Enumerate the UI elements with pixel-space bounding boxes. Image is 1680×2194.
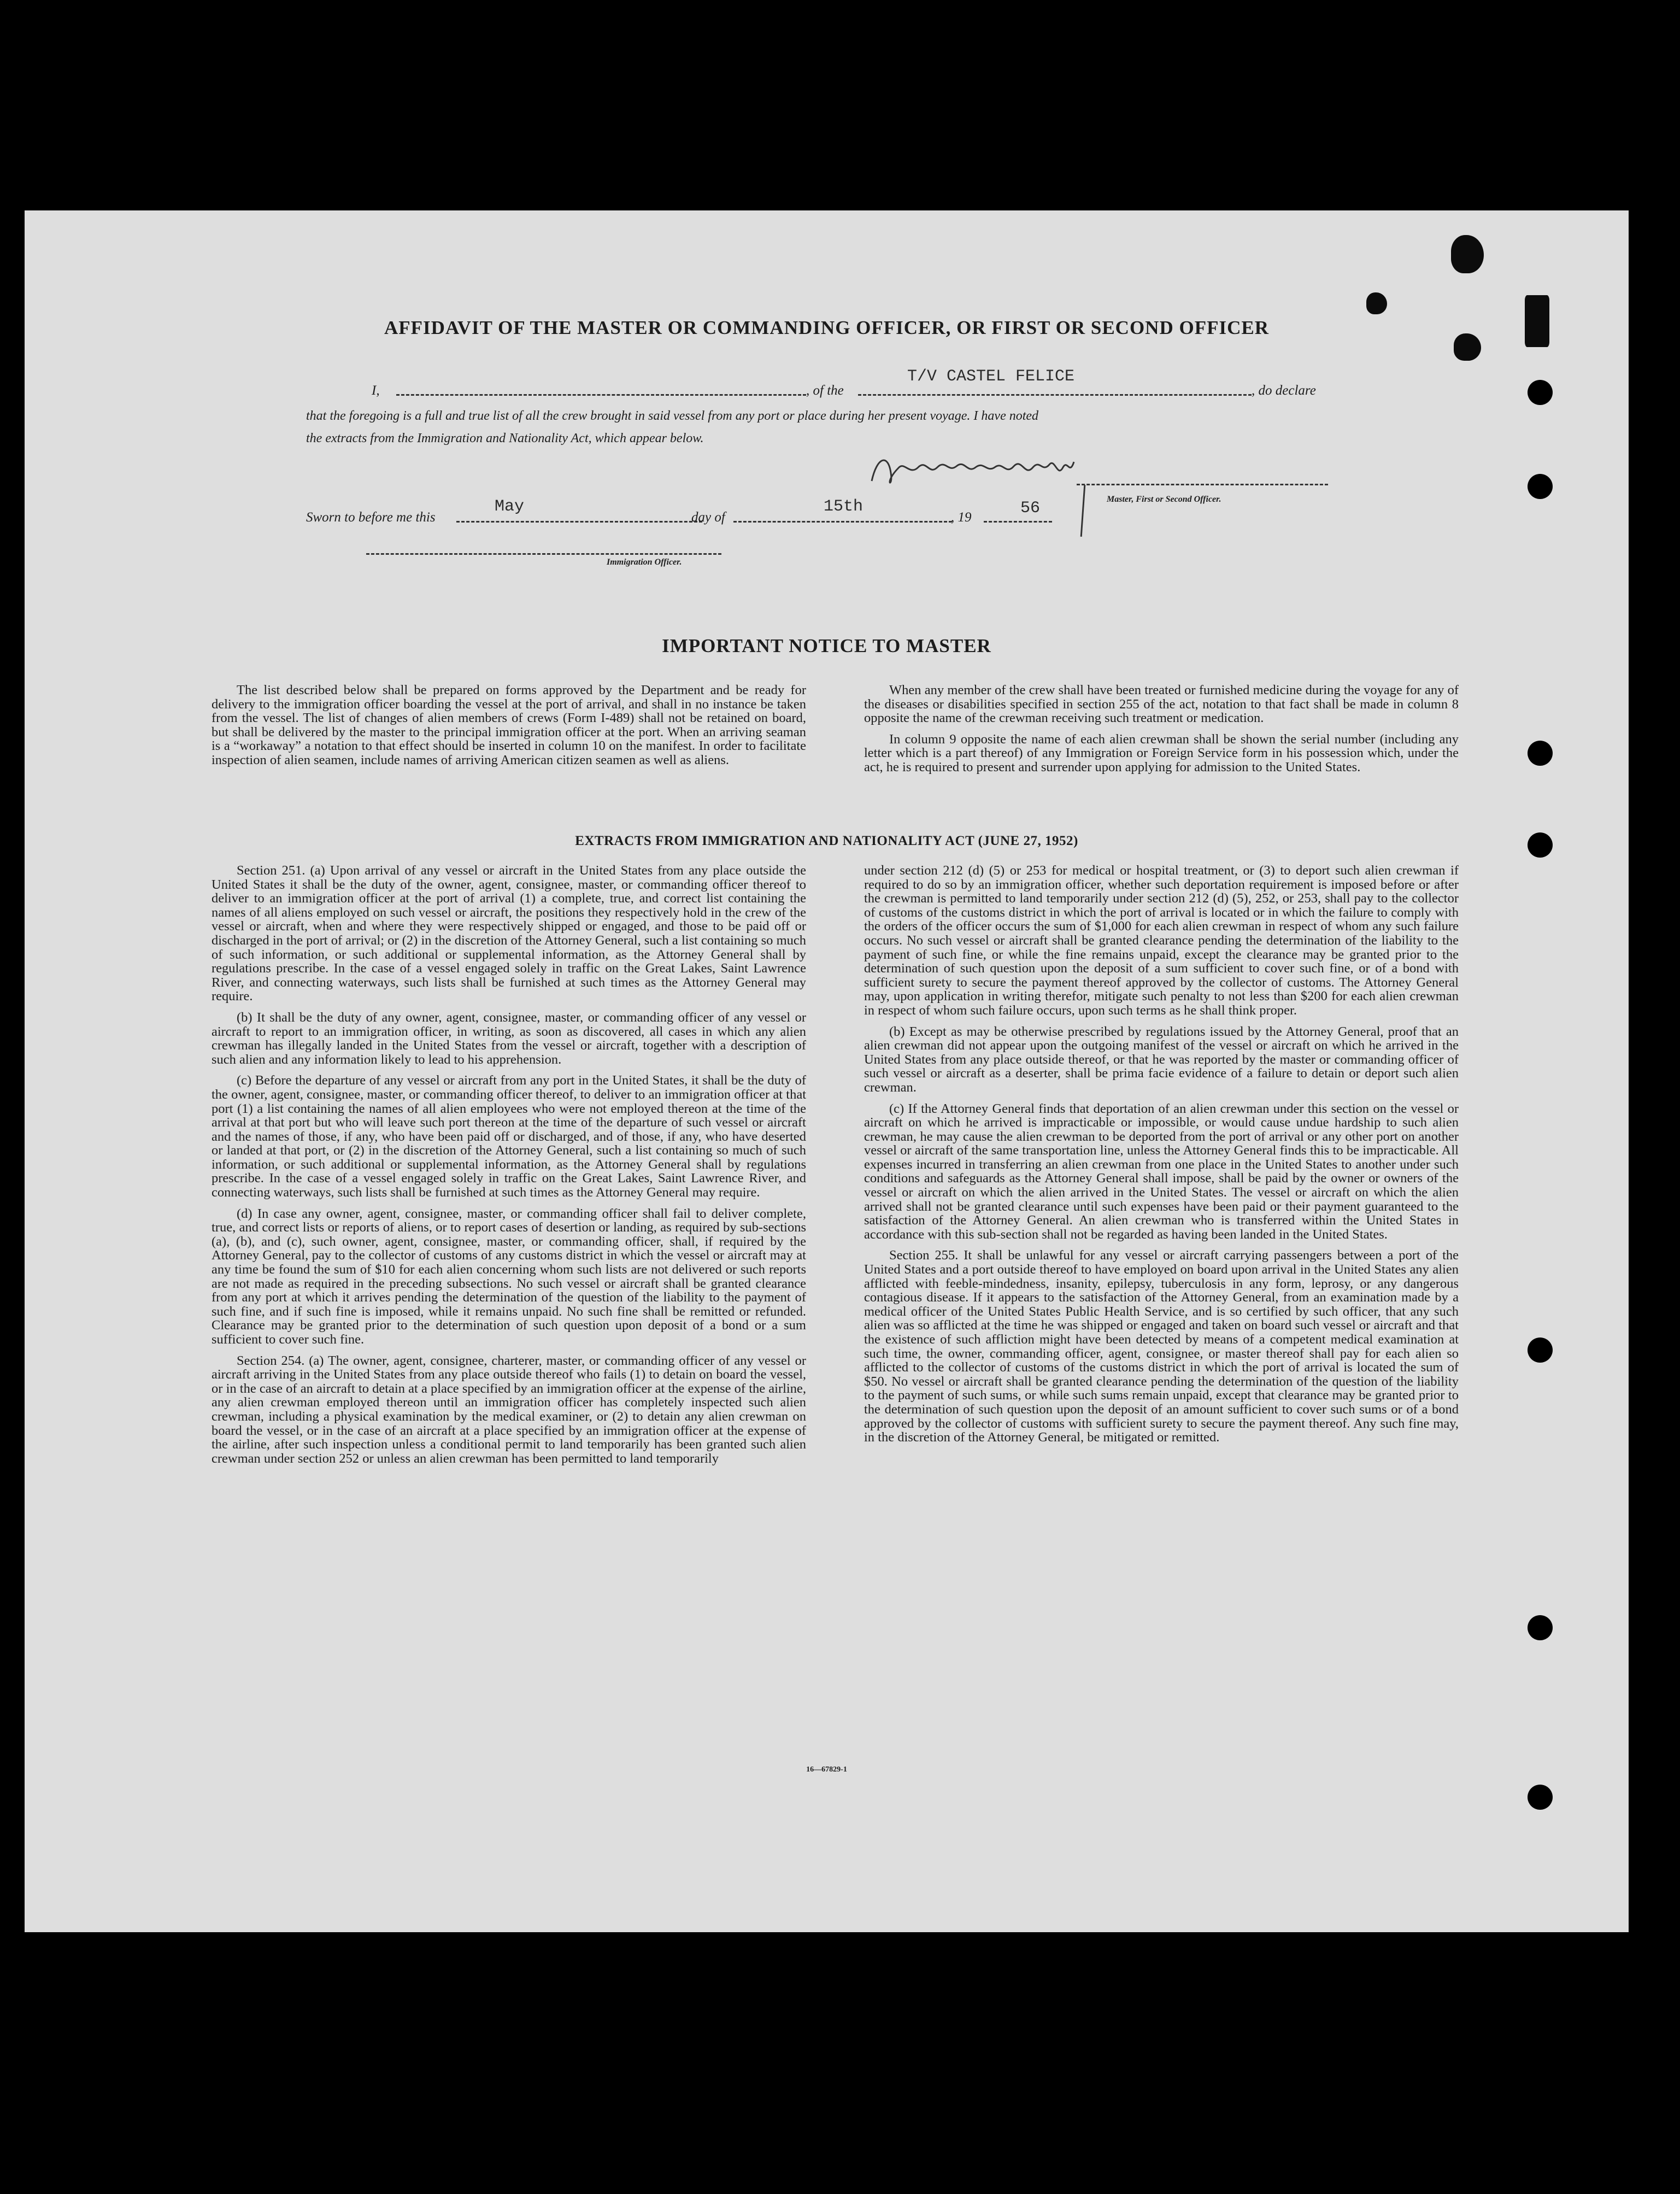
day-value: 15th: [824, 497, 864, 516]
form-number: 16—67829-1: [806, 1765, 847, 1774]
binder-hole: [1528, 1615, 1553, 1640]
year-prefix: , 19: [951, 510, 972, 525]
affidavit-title: AFFIDAVIT OF THE MASTER OR COMMANDING OFFICER, OR FIRST OR SECOND OFFICER: [384, 317, 1269, 338]
vessel-name: T/V CASTEL FELICE: [907, 367, 1075, 386]
officer-caption: Immigration Officer.: [607, 558, 682, 567]
sworn-blank: [456, 521, 702, 523]
day-blank: [733, 521, 952, 523]
notice-left-column: [212, 683, 806, 775]
extracts-left-column: [212, 864, 806, 1473]
extracts-title: EXTRACTS FROM IMMIGRATION AND NATIONALITY ACT (JUNE 27, 1952): [575, 834, 1078, 848]
notice-paragraph: In column 9 opposite the name of each alien crewman shall be shown the serial number (including any letter which is a part thereof) of any Immigration or Foreign Service form in his possession which, under the act, he is required to present and surrender upon applying for admission to the United States.: [864, 731, 1459, 775]
binder-hole: [1528, 1785, 1553, 1810]
ink-blot: [1451, 235, 1484, 273]
binder-hole: [1528, 1337, 1553, 1363]
signature-stroke: [1080, 485, 1086, 537]
affidavit-line-3: the extracts from the Immigration and Nationality Act, which appear below.: [306, 431, 704, 445]
extracts-right-column: [864, 864, 1459, 1452]
name-blank: [396, 394, 806, 396]
sworn-label: Sworn to before me this: [306, 510, 436, 525]
binder-hole: [1528, 741, 1553, 766]
affidavit-i-label: I,: [372, 383, 380, 398]
year-blank: [984, 521, 1052, 523]
act-paragraph: (b) Except as may be otherwise prescribed by regulations issued by the Attorney General, proof that an alien crewman did not appear upon the outgoing manifest of the vessel or aircraft on which he arrived in the United States from any place outside thereof, or that he was reported by the master or commanding officer of such vessel or aircraft as a deserter, shall be prima facie evidence of a failure to detain or deport such alien crewman.: [864, 1024, 1459, 1095]
master-caption: Master, First or Second Officer.: [1107, 495, 1221, 504]
master-signature-line: [1077, 484, 1328, 485]
vessel-blank: [858, 394, 1252, 396]
officer-signature-line: [366, 553, 721, 555]
ink-blot: [1366, 292, 1387, 314]
act-paragraph: Section 255. It shall be unlawful for any vessel or aircraft carrying passengers between a port of the United States and a port outside thereof to have employed on board upon arrival in the United States any alien afflicted with feeble-mindedness, insanity, epilepsy, tuberculosis in any form, leprosy, or any dangerous contagious disease. If it appears to the satisfaction of the Attorney General, from an examination made by a medical officer of the United States Public Health Service, and is so certified by such officer, that any such alien was so afflicted at the time he was shipped or engaged and taken on board such vessel or aircraft and that the existence of such affliction might have been detected by means of a competent medical examination at such time, the owner, commanding officer, agent, consignee, or master thereof shall pay for each alien so afflicted to the collector of customs of the customs district in which the port of arrival is located the sum of $50. No vessel or aircraft shall be granted clearance pending the determination of the question of the liability to the payment of such sums, or while such sums remain unpaid, except that clearance may be granted prior to the determination of such question upon the deposit of an amount sufficient to cover such sums or of a bond approved by the collector of customs with sufficient surety to secure the payment thereof. Any such fine may, in the discretion of the Attorney General, be mitigated or remitted.: [864, 1248, 1459, 1445]
affidavit-line-2: that the foregoing is a full and true list of all the crew brought in said vessel from any port or place during her present voyage. I have noted: [306, 409, 1039, 423]
declare-label: , do declare: [1252, 383, 1316, 398]
notice-paragraph: The list described below shall be prepared on forms approved by the Department and be ready for delivery to the immigration officer boarding the vessel at the port of arrival, and shall in no instance be taken from the vessel. The list of changes of alien members of crews (Form I-489) shall not be retained on board, but shall be delivered by the master to the principal immigration officer at the port. When an arriving seaman is a “workaway” a notation to that effect should be inserted in column 10 on the manifest. In order to facilitate inspection of alien seamen, include names of arriving American citizen seamen as well as aliens.: [212, 683, 806, 767]
act-paragraph: (d) In case any owner, agent, consignee, master, or commanding officer shall fail to deliver complete, true, and correct lists or reports of aliens, or to report cases of desertion or landing, as required by sub-sections (a), (b), and (c), such owner, agent, consignee, master, or commanding officer, shall, if required by the Attorney General, pay to the collector of customs of any customs district in which the vessel or aircraft may at any time be found the sum of $10 for each alien concerning whom such lists are not delivered or such reports are not made as required in the preceding subsections. No such vessel or aircraft shall be granted clearance from any port at which it arrives pending the determination of the question of the liability to the payment of such fine, and if such fine is imposed, while it remains unpaid. No such fine shall be remitted or refunded. Clearance may be granted prior to the determination of such question upon deposit of a bond or a sum sufficient to cover such fine.: [212, 1206, 806, 1347]
binder-hole: [1528, 380, 1553, 405]
notice-paragraph: When any member of the crew shall have been treated or furnished medicine during the voyage for any of the diseases or disabilities specified in section 255 of the act, notation to that fact shall be made in column 8 opposite the name of the crewman receiving such treatment or medication.: [864, 683, 1459, 726]
notice-title: IMPORTANT NOTICE TO MASTER: [662, 635, 991, 656]
act-paragraph: (c) If the Attorney General finds that deportation of an alien crewman under this section on the vessel or aircraft on which he arrived is impracticable or impossible, or would cause undue hardship to such alien crewman, he may cause the alien crewman to be deported from the port of arrival or any other port on another vessel or aircraft of the same transportation line, unless the Attorney General finds this to be impracticable. All expenses incurred in transferring an alien crewman from one place in the United States to another under such conditions and safeguards as the Attorney General shall impose, shall be paid by the owner or owners of the vessel or aircraft on which the alien arrived in the United States. The vessel or aircraft on which the alien arrived shall not be granted clearance until such expenses have been paid or their payment guaranteed to the satisfaction of the Attorney General. An alien crewman who is transferred within the United States in accordance with this sub-section shall not be regarded as having been landed in the United States.: [864, 1101, 1459, 1242]
of-the-label: , of the: [806, 383, 844, 398]
act-paragraph: under section 212 (d) (5) or 253 for medical or hospital treatment, or (3) to deport such alien crewman if required to do so by an immigration officer, whether such deportation requirement is imposed before or after the crewman is permitted to land temporarily under section 212 (d) (5), 252, or 253, shall pay to the collector of customs of the customs district in which the port of arrival is located or in which the failure to comply with the orders of the officer occurs the sum of $1,000 for each alien crewman in respect of whom any such failure occurs. No such vessel or aircraft shall be granted clearance pending the determination of the liability to the payment of such fine, or while the fine remains unpaid, except the clearance may be granted prior to the determination of such question upon the deposit of a sum sufficient to cover such fine, or of a bond with sufficient surety to secure the payment thereof approved by the collector of customs. The Attorney General may, upon application in writing therefor, mitigate such penalty to not less than $200 for each alien crewman in respect of whom such failure occurs, upon such terms as he shall think proper.: [864, 863, 1459, 1018]
sworn-value: May: [495, 497, 525, 516]
day-of-label: day of: [691, 510, 725, 525]
notice-right-column: [864, 683, 1459, 782]
document-page: [25, 210, 1629, 1932]
act-paragraph: (b) It shall be the duty of any owner, agent, consignee, master, or commanding officer of any vessel or aircraft to report to an immigration officer, in writing, as soon as discovered, all cases in which any alien crewman has illegally landed in the United States from the vessel or aircraft, together with a description of such alien and any information likely to lead to his apprehension.: [212, 1010, 806, 1067]
act-paragraph: Section 251. (a) Upon arrival of any vessel or aircraft in the United States from any place outside the United States it shall be the duty of the owner, agent, consignee, master, or commanding officer thereof to deliver to an immigration officer at the port of arrival (1) a complete, true, and correct list containing the names of all aliens employed on such vessel or aircraft, the positions they respectively hold in the crew of the vessel or aircraft, when and where they were respectively shipped or engaged, and those to be paid off or discharged in the port of arrival; or (2) in the discretion of the Attorney General, such a list containing so much of such information, or such additional or supplemental information, as the Attorney General shall by regulations prescribe. In the case of a vessel engaged solely in traffic on the Great Lakes, Saint Lawrence River, and connecting waterways, such lists shall be furnished at such times as the Attorney General may require.: [212, 863, 806, 1004]
year-value: 56: [1020, 499, 1041, 518]
binder-hole: [1528, 474, 1553, 499]
act-paragraph: Section 254. (a) The owner, agent, consignee, charterer, master, or commanding officer of any vessel or aircraft arriving in the United States from any place outside thereof who fails (1) to detain on board the vessel, or in the case of an aircraft to detain at a place specified by an immigration officer at the expense of the airline, any alien crewman employed thereon until an immigration officer has completely inspected such alien crewman, including a physical examination by the medical examiner, or (2) to detain any alien crewman on board the vessel, or in the case of an aircraft at a place specified by an immigration officer at the expense of the airline, after such inspection unless a conditional permit to land temporarily has been granted such alien crewman under section 252 or unless an alien crewman has been permitted to land temporarily: [212, 1353, 806, 1466]
act-paragraph: (c) Before the departure of any vessel or aircraft from any port in the United States, it shall be the duty of the owner, agent, consignee, master, or commanding officer thereof, to deliver to an immigration officer at that port (1) a list containing the names of all alien employees who were not employed thereon at the time of the arrival at that port but who will leave such port thereon at the time of the departure of such vessel or aircraft and the names of those, if any, who have been paid off or discharged, and of those, if any, who have deserted or landed at that port, or (2) in the discretion of the Attorney General, such a list containing so much of such information, or such additional or supplemental information, as the Attorney General shall by regulations prescribe. In the case of a vessel engaged solely in traffic on the Great Lakes, Saint Lawrence River, and connecting waterways, such lists shall be furnished at such times as the Attorney General may require.: [212, 1073, 806, 1200]
